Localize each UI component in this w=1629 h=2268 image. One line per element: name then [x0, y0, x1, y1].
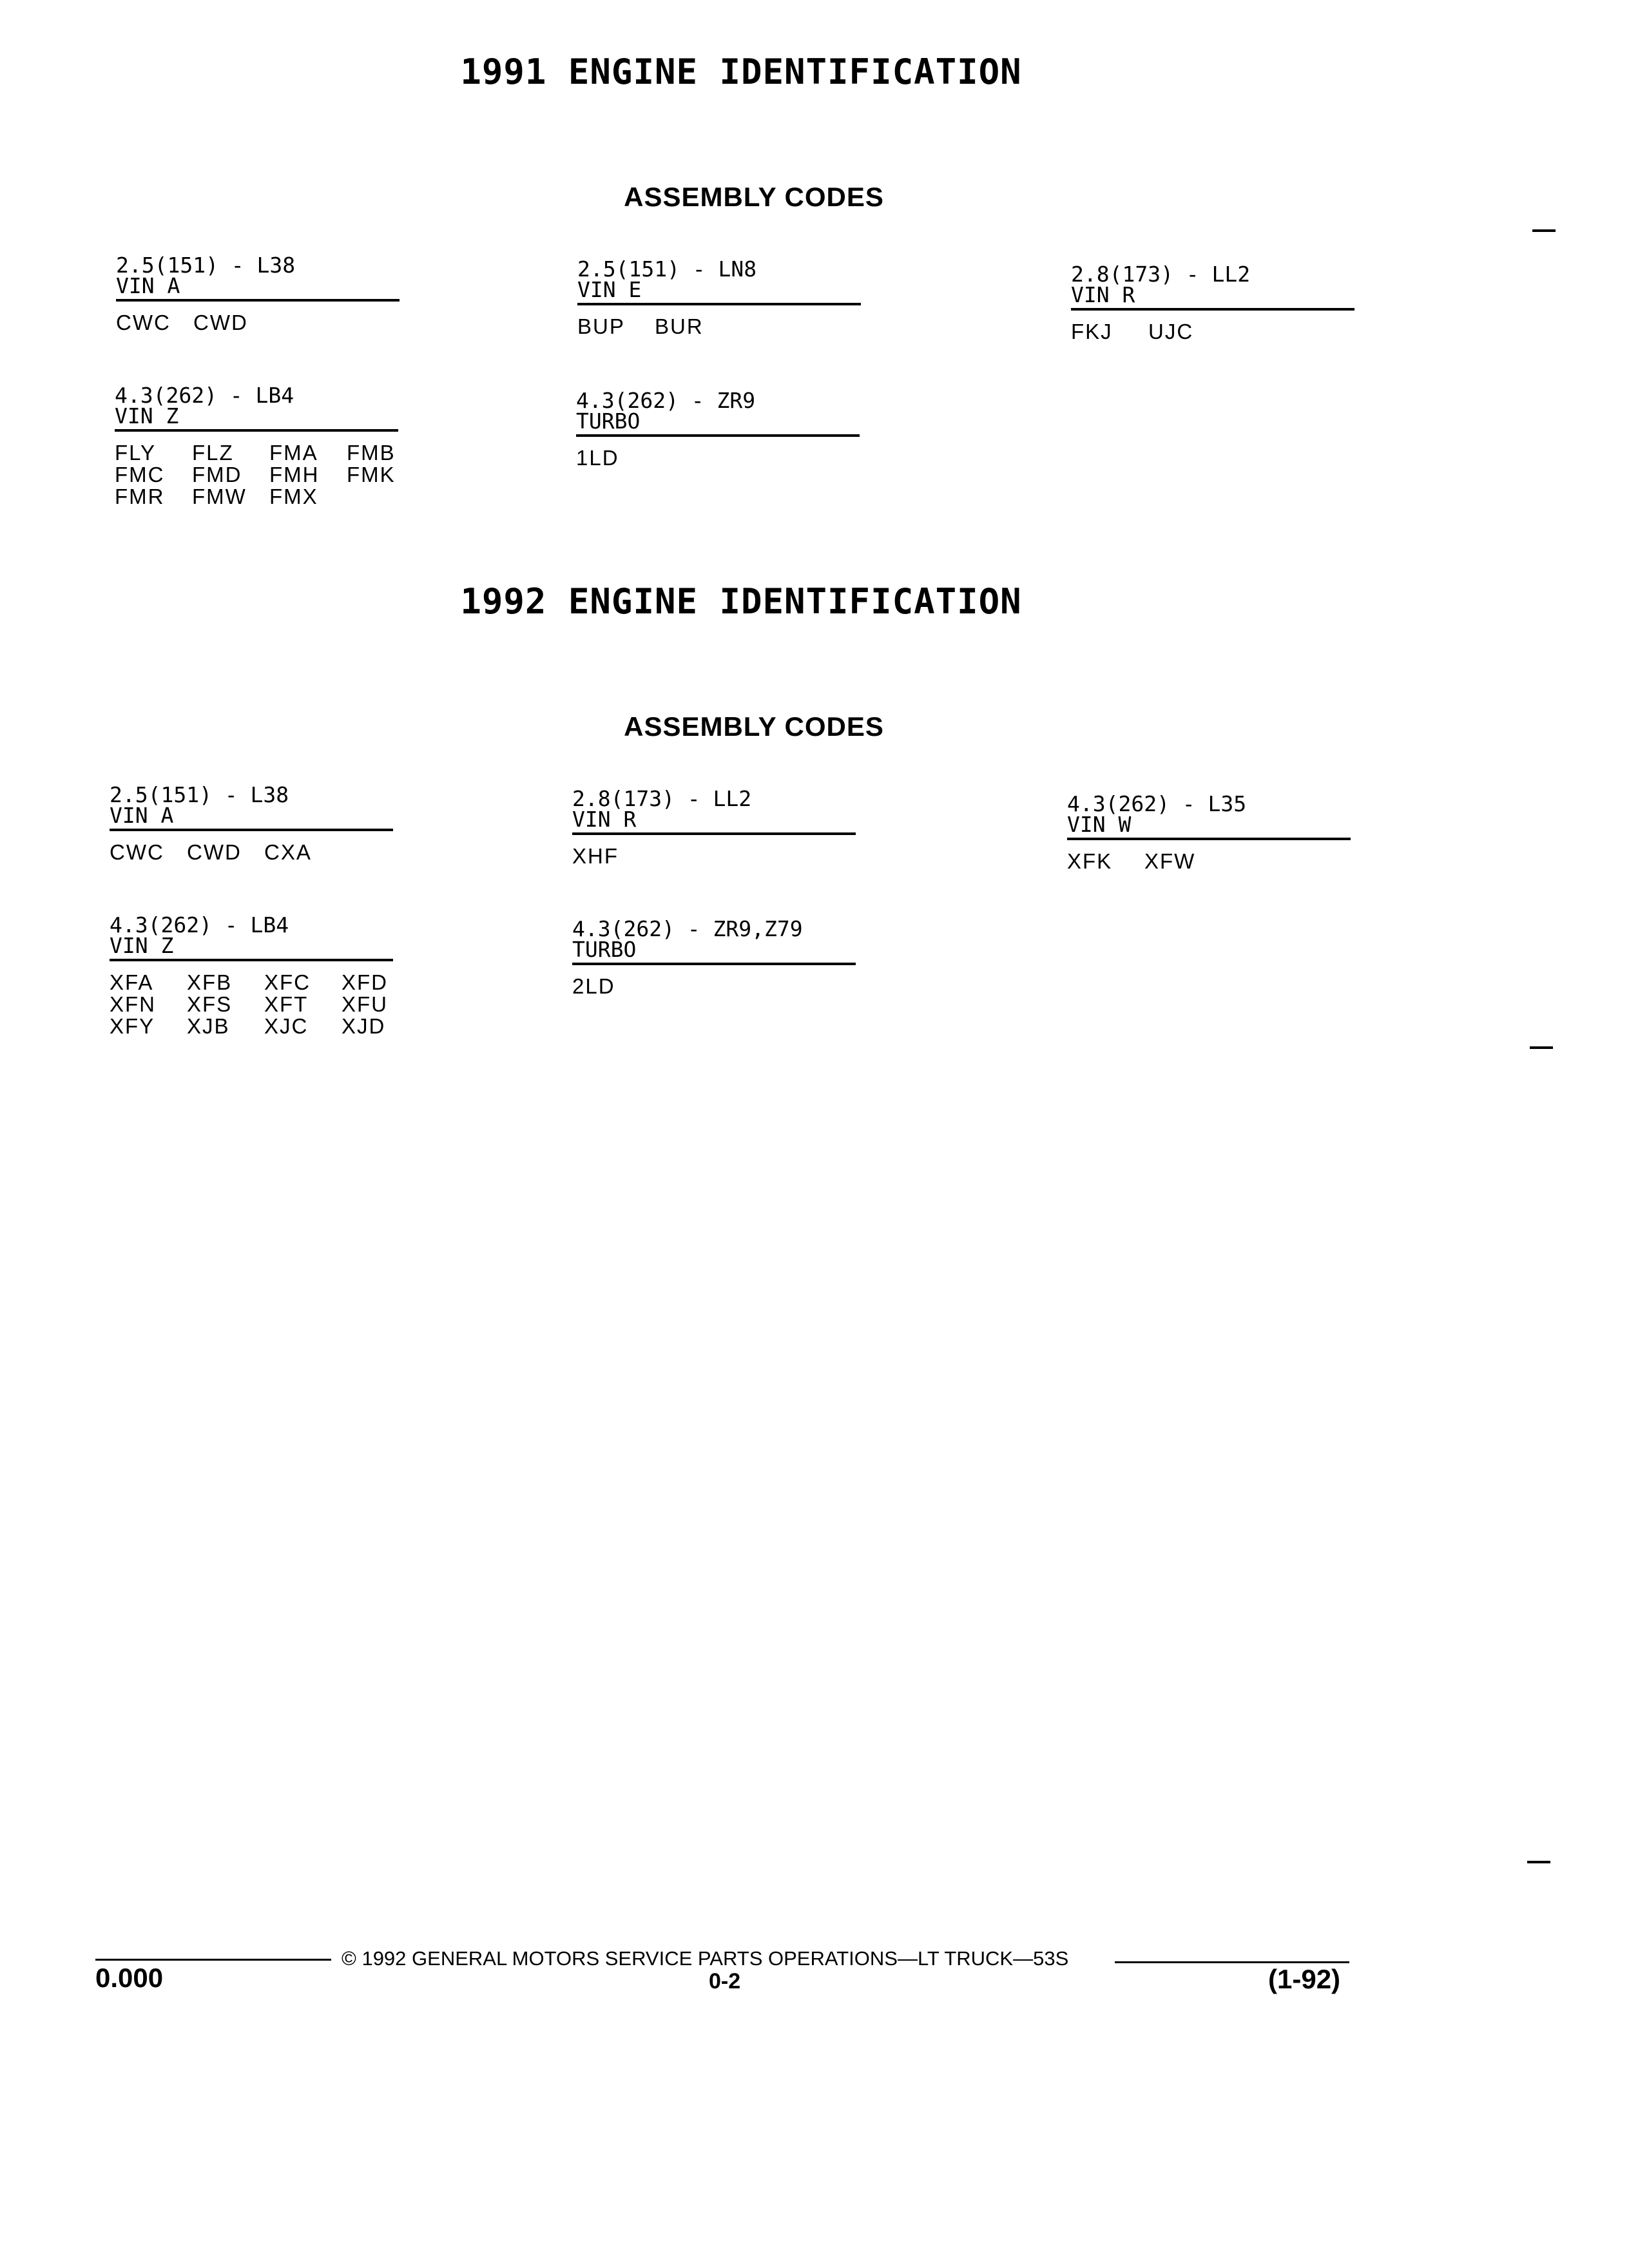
engine-block-1992-1: [572, 786, 856, 868]
revision-date: (1-92): [1268, 1964, 1341, 1994]
assembly-code: XFA: [110, 970, 154, 994]
engine-spec: 2.8(173) - LL2: [1071, 262, 1251, 287]
assembly-code: FKJ: [1071, 320, 1113, 343]
engine-header: [115, 385, 398, 432]
engine-block-1991-3: [115, 385, 398, 508]
engine-block-1992-4: [572, 916, 856, 998]
assembly-codes: [110, 841, 393, 863]
engine-vin: VIN Z: [115, 403, 179, 428]
assembly-code: XJB: [187, 1014, 230, 1038]
assembly-code: CWC: [116, 311, 171, 334]
margin-tick-mark: [1527, 1861, 1550, 1863]
engine-vin: VIN R: [1071, 282, 1135, 307]
engine-spec: 2.5(151) - LN8: [577, 256, 757, 282]
engine-spec: 4.3(262) - ZR9,Z79: [572, 916, 803, 941]
assembly-code: XFN: [110, 992, 156, 1016]
assembly-code: FMK: [347, 463, 396, 486]
subtitle-1992: ASSEMBLY CODES: [624, 711, 884, 742]
title-1992: 1992 ENGINE IDENTIFICATION: [460, 581, 1022, 622]
engine-block-1991-0: [116, 255, 400, 334]
assembly-code: FLZ: [192, 441, 234, 465]
assembly-code: FMR: [115, 485, 165, 508]
assembly-code: FMB: [347, 441, 396, 465]
assembly-code: 1LD: [576, 446, 619, 470]
engine-vin: VIN A: [116, 273, 180, 298]
assembly-code: XFW: [1144, 849, 1196, 873]
engine-header: [577, 256, 861, 305]
engine-spec: 2.5(151) - L38: [116, 253, 296, 278]
engine-block-1991-1: [577, 256, 861, 338]
engine-block-1991-2: [1071, 264, 1354, 343]
engine-header: [572, 786, 856, 835]
assembly-code: XFD: [342, 970, 388, 994]
engine-spec: 4.3(262) - LB4: [115, 383, 294, 408]
engine-spec: 2.5(151) - L38: [110, 782, 289, 807]
engine-block-1992-3: [110, 912, 393, 1038]
engine-header: [1071, 264, 1354, 311]
engine-header: [1067, 791, 1351, 840]
assembly-code: FMA: [269, 441, 318, 465]
engine-vin: TURBO: [576, 408, 641, 434]
engine-spec: 2.8(173) - LL2: [572, 786, 752, 811]
engine-vin: VIN Z: [110, 933, 174, 958]
assembly-code: CXA: [264, 840, 312, 864]
assembly-code: XFU: [342, 992, 388, 1016]
assembly-code: FMX: [269, 485, 318, 508]
engine-block-1991-4: [576, 390, 860, 469]
engine-header: [572, 916, 856, 965]
assembly-codes: [115, 442, 398, 508]
assembly-codes: [576, 447, 860, 469]
assembly-code: XFS: [187, 992, 233, 1016]
assembly-codes: [116, 312, 400, 334]
assembly-code: XFK: [1067, 849, 1113, 873]
assembly-code: XHF: [572, 844, 619, 868]
assembly-codes: [572, 975, 856, 997]
assembly-code: XFC: [264, 970, 311, 994]
assembly-code: BUP: [577, 314, 625, 338]
title-1991: 1991 ENGINE IDENTIFICATION: [460, 52, 1022, 92]
footer-rule-left: [95, 1959, 331, 1961]
section-number: 0.000: [95, 1963, 164, 1993]
assembly-code: CWD: [193, 311, 248, 334]
engine-header: [110, 782, 393, 831]
engine-header: [116, 255, 400, 302]
engine-block-1992-2: [1067, 791, 1351, 873]
engine-vin: TURBO: [572, 937, 637, 962]
assembly-codes: [572, 845, 856, 867]
engine-vin: VIN A: [110, 803, 174, 828]
assembly-code: XJC: [264, 1014, 309, 1038]
engine-spec: 4.3(262) - ZR9: [576, 388, 756, 413]
engine-header: [576, 390, 860, 437]
subtitle-1991: ASSEMBLY CODES: [624, 182, 884, 212]
assembly-code: CWD: [187, 840, 242, 864]
margin-tick-mark: [1532, 229, 1556, 232]
page-number: 0-2: [709, 1969, 741, 1994]
assembly-code: XFY: [110, 1014, 155, 1038]
assembly-code: BUR: [655, 314, 704, 338]
assembly-codes: [577, 316, 861, 338]
assembly-code: FLY: [115, 441, 157, 465]
assembly-codes: [110, 972, 393, 1037]
assembly-codes: [1067, 850, 1351, 872]
assembly-code: CWC: [110, 840, 164, 864]
assembly-codes: [1071, 321, 1354, 343]
footer-copyright: © 1992 GENERAL MOTORS SERVICE PARTS OPERATIONS—LT TRUCK—53S: [342, 1947, 1069, 1970]
assembly-code: FMC: [115, 463, 165, 486]
engine-header: [110, 912, 393, 961]
assembly-code: FMW: [192, 485, 247, 508]
engine-vin: VIN W: [1067, 812, 1132, 837]
footer-rule-right: [1115, 1961, 1349, 1963]
assembly-code: 2LD: [572, 974, 615, 998]
engine-vin: VIN R: [572, 807, 637, 832]
engine-vin: VIN E: [577, 277, 642, 302]
assembly-code: XJD: [342, 1014, 386, 1038]
assembly-code: XFT: [264, 992, 309, 1016]
engine-spec: 4.3(262) - LB4: [110, 912, 289, 937]
margin-tick-mark: [1530, 1046, 1553, 1049]
assembly-code: FMD: [192, 463, 242, 486]
assembly-code: UJC: [1148, 320, 1194, 343]
assembly-code: FMH: [269, 463, 320, 486]
engine-spec: 4.3(262) - L35: [1067, 791, 1247, 816]
engine-block-1992-0: [110, 782, 393, 864]
assembly-code: XFB: [187, 970, 233, 994]
